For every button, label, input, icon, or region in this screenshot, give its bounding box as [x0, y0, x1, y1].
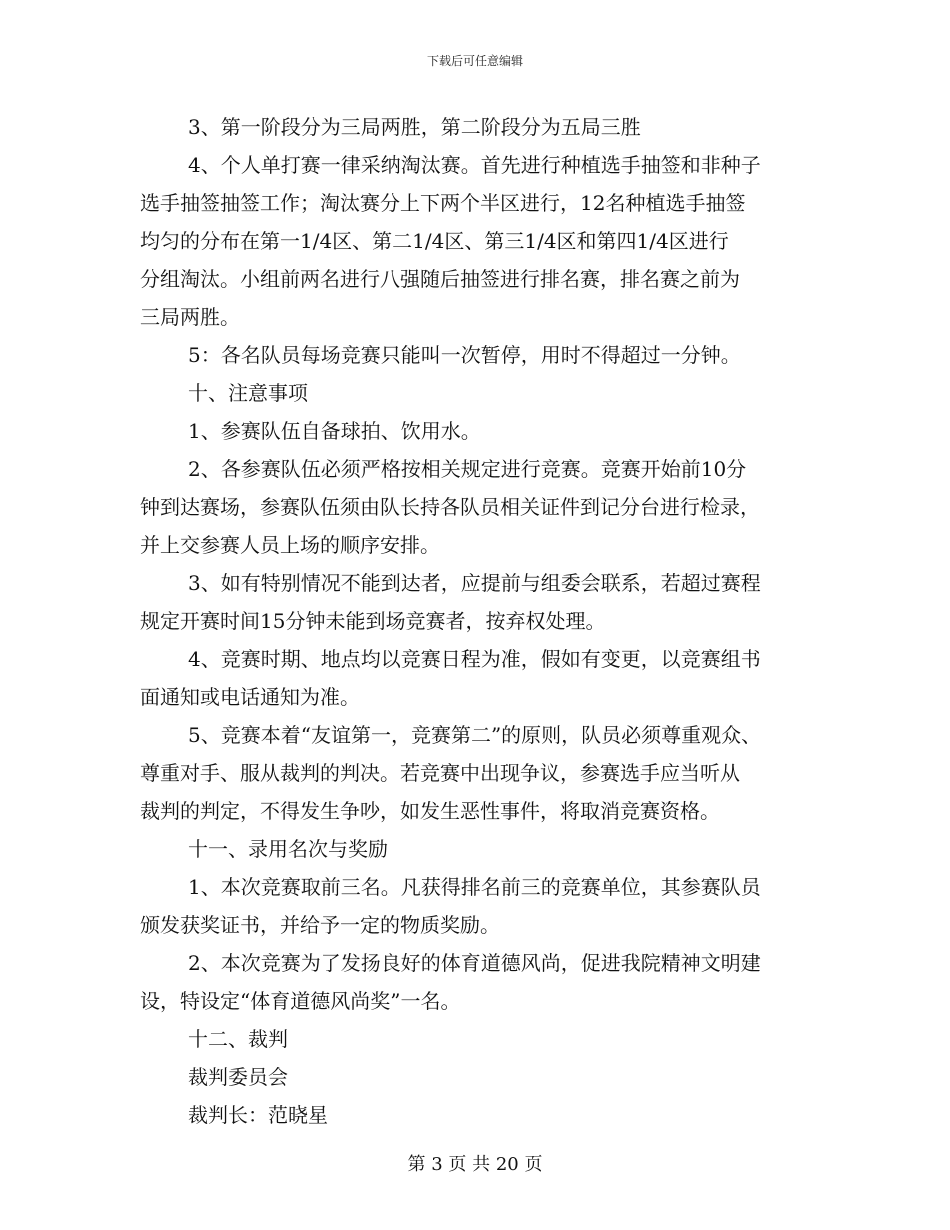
text-line: 钟到达赛场，参赛队伍须由队长持各队员相关证件到记分台进行检录，	[140, 495, 760, 519]
text-line: 2、本次竞赛为了发扬良好的体育道德风尚，促进我院精神文明建	[188, 951, 761, 975]
section-heading: 十一、录用名次与奖励	[188, 837, 388, 861]
section-heading: 十、注意事项	[188, 381, 308, 405]
text-line: 裁判委员会	[188, 1065, 288, 1089]
text-line: 尊重对手、服从裁判的判决。若竞赛中出现争议，参赛选手应当听从	[140, 761, 740, 785]
text-line: 1、本次竞赛取前三名。凡获得排名前三的竞赛单位，其参赛队员	[188, 875, 761, 899]
page-header: 下载后可任意编辑	[426, 54, 523, 68]
text-line: 裁判的判定，不得发生争吵，如发生恶性事件，将取消竞赛资格。	[140, 799, 720, 823]
text-line: 4、个人单打赛一律采纳淘汰赛。首先进行种植选手抽签和非种子	[188, 153, 761, 177]
text-line: 2、各参赛队伍必须严格按相关规定进行竞赛。竞赛开始前10分	[188, 457, 747, 481]
text-line: 面通知或电话通知为准。	[140, 685, 360, 709]
text-line: 设，特设定“体育道德风尚奖”一名。	[140, 989, 461, 1013]
text-line: 5、竞赛本着“友谊第一，竞赛第二”的原则，队员必须尊重观众、	[188, 723, 762, 747]
text-line: 3、如有特别情况不能到达者，应提前与组委会联系，若超过赛程	[188, 571, 761, 595]
text-line: 裁判长：范晓星	[188, 1103, 328, 1127]
text-line: 5：各名队员每场竞赛只能叫一次暂停，用时不得超过一分钟。	[188, 343, 741, 367]
text-line: 三局两胜。	[140, 305, 240, 329]
text-line: 4、竞赛时期、地点均以竞赛日程为准，假如有变更，以竞赛组书	[188, 647, 761, 671]
text-line: 1、参赛队伍自备球拍、饮用水。	[188, 419, 481, 443]
page-number: 第 3 页 共 20 页	[407, 1154, 543, 1175]
text-line: 分组淘汰。小组前两名进行八强随后抽签进行排名赛，排名赛之前为	[140, 267, 740, 291]
text-line: 并上交参赛人员上场的顺序安排。	[140, 533, 440, 557]
text-line: 均匀的分布在第一1/4区、第二1/4区、第三1/4区和第四1/4区进行	[140, 229, 729, 253]
text-line: 规定开赛时间15分钟未能到场竞赛者，按弃权处理。	[140, 609, 606, 633]
section-heading: 十二、裁判	[188, 1027, 288, 1051]
text-line: 颁发获奖证书，并给予一定的物质奖励。	[140, 913, 500, 937]
text-line: 3、第一阶段分为三局两胜，第二阶段分为五局三胜	[188, 115, 641, 139]
text-line: 选手抽签抽签工作；淘汰赛分上下两个半区进行，12名种植选手抽签	[140, 191, 746, 215]
